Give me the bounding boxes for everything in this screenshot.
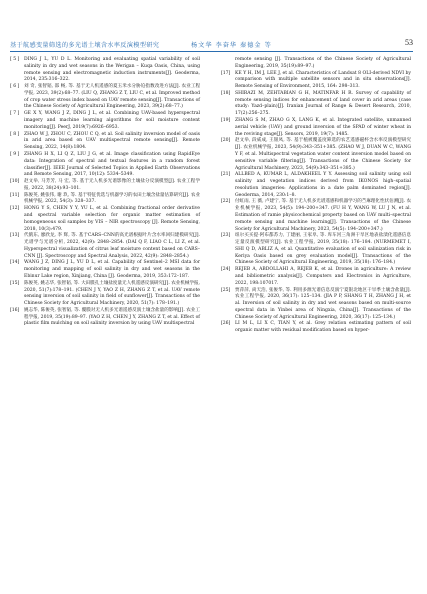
reference-item: [10, 57, 200, 84]
reference-number: [19]: [221, 118, 231, 124]
reference-number: [21]: [221, 172, 231, 178]
reference-item: [10, 193, 200, 207]
reference-number: [11]: [10, 192, 20, 198]
reference-item: [221, 71, 411, 91]
reference-item: [221, 199, 411, 233]
page-header: [0, 0, 427, 52]
reference-item: [221, 233, 411, 267]
reference-text: HONG Y S, CHEN Y Y, YU L, et al. Combining fractional order derivative and spectral variable selection for organic matter estimation of homogeneous soil samples by VIS – NIR spectroscopy [J]. Remote Sensing, 2018, 10(3):479.: [24, 206, 200, 232]
reference-number: [10]: [10, 179, 20, 185]
reference-item: [221, 172, 411, 199]
journal-section-title: 基于航感变量筛选的多光谱土壤含水率反演模型研究: [10, 42, 160, 49]
header-divider: [10, 51, 413, 52]
reference-number: [ 8 ]: [10, 131, 20, 137]
page-number: 53: [405, 38, 413, 47]
reference-text: 代鹤东, 廖欣龙, 李 辉, 等. 基于CARS–CNN的高光谱根据叶片含水率回归建模研究[J]. 光谱学与光谱分析, 2022, 42(9): 2848–2854. (DAI Q F, LIAO C L, LI Z, et al. Hyperspectral visualization of citrus leaf moisture content based on CARS–CNN [J]. Spectroscopy and Spectral Analysis, 2022, 42(9): 2848–2854.): [24, 233, 200, 259]
reference-item: [10, 132, 200, 152]
reference-text: KE Y H, IM J, LEE J, et al. Characteristics of Landsat 8 OLI-derived NDVI by comparison with multiple satellite sensors and in situ observations[J]. Remote Sensing of Environment, 2015, 164: 298–313.: [235, 70, 411, 90]
reference-number: [23]: [221, 233, 231, 239]
reference-item: [221, 91, 411, 118]
reference-number: [26]: [221, 321, 231, 327]
reference-number: [18]: [221, 90, 231, 96]
reference-text: 姚志华, 陈俊英, 张智韬, 等. 覆膜对无人机多光谱遥感反演土壤含盐量的影响[J]. 农业工程学报, 2019, 35(19):89–97. (YAO Z H, CHEN J Y, ZHANG Z T, et al. Effect of plastic film mulching on soil salinity inversion by using UAV multispectral: [24, 307, 200, 327]
reference-item: [221, 267, 411, 287]
reference-text: DING J L, YU D L. Monitoring and evaluating spatial variability of soil salinity in dry and wet seasons in the Werigan – Kuqa Oasis, China, using remote sensing and electromagnetic induction instruments[J]. Geoderma, 2014, 235:316–322.: [24, 57, 200, 83]
reference-item: [10, 281, 200, 308]
reference-text: REJEB A, ABDOLLAHI A, REJEB K, et al. Drones in agriculture: A review and bibliometric analysis[J]. Computers and Electronics in Agriculture, 2022, 198:107017.: [235, 267, 411, 286]
header-authors: 杨文华 李奋华 秦德金 等: [191, 42, 272, 49]
reference-item: [10, 260, 200, 280]
reference-item: [221, 321, 411, 335]
reference-text: 贾萍萍, 尚天浩, 张俊华, 等. 利用多源光谱信息反演宁夏银北地区干旱季土壤含盐量[J]. 农业工程学报, 2020, 36(17): 125–134. (JIA P P, SHANG T H, ZHANG J H, et al. Inversion of soil salinity in dry and wet seasons based on multi-source spectral data in Yinbei area of Ningxia, China[J]. Transactions of the Chinese Society of Agricultural Engineering, 2020, 36(17): 125–134.): [235, 287, 411, 320]
reference-item: [10, 206, 200, 233]
reference-item: [10, 233, 200, 260]
reference-item: [221, 288, 411, 322]
reference-number: [24]: [221, 267, 231, 273]
reference-item: [10, 84, 200, 111]
reference-text: LI M L, LI X C, TIAN Y, et al. Grey relation estimating pattern of soil organic matter with residual modification based on hyper-: [235, 321, 411, 334]
reference-continuation: remote sensing [J]. Transactions of the Chinese Society of Agricultural Engineering, 2019, 35(19):89–97.): [235, 57, 411, 69]
reference-number: [22]: [221, 199, 231, 205]
reference-item: [10, 111, 200, 131]
reference-text: 赵文举, 段威成, 王银凤, 等. 基于植被覆盖度筛选的农艺遥感磁杯含水率反演模型研究[J]. 农业机械学报, 2023, 54(9):343–351+385. (ZHAO W J, DUAN W C, WANG Y F, et al. Multispectral vegetation water content inversion model based on sensitive variable filtering[J]. Transactions of the Chinese Society for Agricultural Machinery, 2023, 54(9):343–351+385.): [235, 138, 411, 171]
reference-text: WANG J Z, DING J L, YU D L, et al. Capability of Sentinel–2 MSI data for monitoring and mapping of soil salinity in dry and wet seasons in the Ebinur Lake region, Xinjiang, China [J]. Geoderma, 2019, 353:172–187.: [24, 260, 200, 279]
reference-number: [13]: [10, 233, 20, 239]
reference-text: 纽尔买买提·阿布都苏力, 丁建丽, 王家阜, 等. 库车河三角洲干旱区地表盐渍化遥感信息定量反演模型研究[J]. 农业工程学报, 2019, 35(18): 176–184. (NURMEMET I, SHI Q D, ABLIZ A, et al. Quantitative evaluation of soil salinization risk in Keriya Oasis based on grey evaluation model[J]. Transactions of the Chinese Society of Agricultural Engineering, 2019, 35(18): 176–184.): [235, 233, 411, 266]
reference-number: [25]: [221, 287, 231, 293]
references-left-column: [10, 57, 200, 328]
reference-number: [15]: [10, 280, 20, 286]
reference-number: [17]: [221, 70, 231, 76]
reference-text: 陈俊英, 姚张伟, 谢 玖, 等. 基于特征优选与机器学习的农田土壤含盐量估算研究[J]. 农业机械学报, 2022, 54(3): 328–337.: [24, 192, 200, 205]
reference-text: ZHANG S M, ZHAO G X, LANG K, et al. Integrated satellite, unmanned aerial vehicle (UAV) and ground inversion of the SPAD of winter wheat in the reviving stage[J]. Sensors, 2019, 19(7): 1485.: [235, 118, 411, 137]
reference-item: [221, 118, 411, 138]
reference-text: SHIRAZI M, ZEHTABIAN G H, MATINFAR H R. Survey of capability of remote sensing indices for enhancement of land cover in arid areas (case study: Yazd–plain)[J]. Iranian Journal of Range & Desert Research, 2010, 17(2):256–275.: [235, 90, 411, 117]
reference-item: [10, 152, 200, 179]
reference-number: [16]: [10, 307, 20, 313]
reference-number: [ 7 ]: [10, 111, 20, 117]
reference-text: 陈俊英, 姚志华, 张智韬, 等. 大田膜孔土壤盐度量无人机遥感反演研究[J]. 农业机械学报, 2020, 51(7):178–191. (CHEN J Y, YAO Z H, ZHANG Z T, et al. UAV remote sensing inversion of soil salinity in field of sunflower[J]. Transactions of the Chinese Society for Agricultural Machinery, 2020, 51(7): 178–191.): [24, 280, 200, 307]
reference-number: [ 6 ]: [10, 84, 20, 90]
reference-item: [10, 179, 200, 193]
reference-item: [221, 138, 411, 172]
reference-number: [ 5 ]: [10, 57, 20, 62]
reference-number: [20]: [221, 138, 231, 144]
references-right-column: [221, 57, 411, 335]
reference-text: GE X Y, WANG J Z, DING J L, et al. Combining UAV-based hyperspectral imagery and machine learning algorithms for soil moisture content monitoring[J]. PeerJ, 2019(7):6926–6953.: [24, 111, 200, 130]
reference-number: [14]: [10, 260, 20, 266]
reference-text: 刘 奇, 张智韬, 邵 畅, 等. 基于无人机遥感的夏玉米水分胁迫指数改进方法[J]. 农业工程学报, 2023, 39(2):68–77. (LIU Q, ZHANG Z T, LIU C, et al. Improved method of crop water stress index based on UAV remote sensing[J]. Transactions of the Chinese Society of Agricultural Engineering, 2023, 39(2):68–77.): [24, 84, 200, 110]
reference-text: ZHANG H X, LI Q Z, LIU J G, et al. Image classification using RapidEye data: Integration of spectral and textual features in a random forest classifier[J]. IEEE Journal of Selected Topics in Applied Earth Observations and Remote Sensing, 2017, 10(12): 5334–5349.: [24, 151, 200, 178]
reference-text: 赵文举, 马芳芳, 马 宏, 等. 基于无人机多光谱影像的土壤盐分反演模型[J]. 农业工程学报, 2022, 38(24):93–101.: [24, 179, 200, 191]
reference-text: ZHAO W J, ZHOU C, ZHOU C Q, et al. Soil salinity inversion model of oasis in arid area based on UAV multispectral remote sensing[J]. Remote Sensing, 2022, 14(8):1804.: [24, 131, 200, 151]
reference-text: 付虹雨, 王 薇, 卢建宁, 等. 基于无人机多光谱遥感和机器学习的苎麻理化性状估测[J]. 农业机械学报, 2023, 54(5): 194–200+347. (FU H Y, WANG W, LU J N, et al. Estimation of ramie physicochemical property based on UAV multi–spectral remote sensing and machine learning[J]. Transactions of the Chinese Society for Agricultural Machinery, 2023, 54(5): 194–200+347.): [235, 199, 411, 232]
reference-item: [10, 308, 200, 328]
reference-number: [ 9 ]: [10, 151, 20, 157]
reference-text: ALLBED A, KUMAR L, ALDAKHEEL Y Y. Assessing soil salinity using soil salinity and vegetation indices derived from IKONOS high–spatial resolution imageries: Applications in a date palm dominated region[J]. Geoderma, 2014, 230:1–8.: [235, 172, 411, 198]
reference-number: [12]: [10, 206, 20, 212]
